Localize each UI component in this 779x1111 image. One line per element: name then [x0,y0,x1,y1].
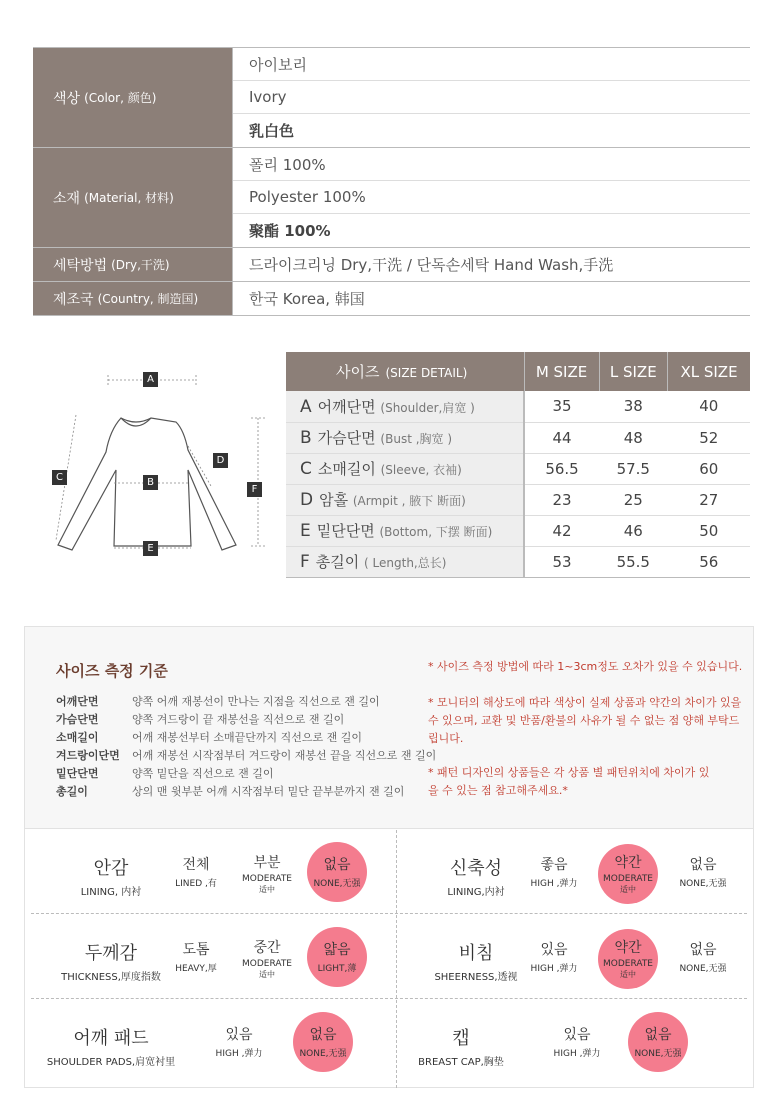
opt-ko: 좋음 [540,857,568,873]
opt-ko: 없음 [689,857,717,873]
size-value: 38 [599,391,667,422]
attr-breast-cap [381,1024,541,1068]
spec-label-en: (Dry,干洗) [111,258,170,272]
option-none [663,854,743,889]
opt-en: HIGH ,弹力 [530,964,578,974]
criteria-item [56,747,436,763]
measure-letter: C [300,459,312,479]
spec-label [33,148,233,247]
size-value: 35 [524,391,599,422]
spec-value: 폴리 100% [233,148,750,181]
opt-zh: 适中 [259,970,275,979]
attr-shoulder-pads [31,1024,191,1068]
note-text: * 모니터의 해상도에 따라 색상이 실제 상품과 약간의 차이가 있을 수 있으며, 교환 및 반품/환불의 사유가 될 수 없는 점 양해 부탁드립니다. [428,696,742,745]
opt-en: HEAVY,厚 [175,964,217,974]
opt-en: NONE,无强 [679,964,727,974]
diagram-label-a: A [143,372,158,387]
measure-label [286,422,524,453]
criteria-term: 겨드랑이단면 [56,749,120,762]
size-guide-panel [24,626,754,1088]
criteria-term: 밑단단면 [56,767,99,780]
spec-value: 드라이크리닝 Dry,干洗 / 단독손세탁 Hand Wash,手洗 [249,256,614,274]
attribute-row [31,915,747,999]
opt-en: HIGH ,弹力 [215,1049,263,1059]
opt-en: HIGH ,弹力 [530,879,578,889]
table-row [286,422,750,453]
diagram-label-c: C [52,470,67,485]
option-high [514,854,594,889]
opt-en: HIGH ,弹力 [553,1049,601,1059]
size-value: 46 [599,515,667,546]
option-lined [156,854,236,889]
criteria-desc: 어깨 재봉선부터 소매끝단까지 직선으로 잰 길이 [132,731,363,744]
option-high [537,1024,617,1059]
opt-zh: 适中 [620,885,636,894]
spec-row-wash [33,248,750,282]
spec-label-ko: 세탁방법 [53,257,108,274]
measure-en: (Bust ,胸宽 ) [380,432,453,446]
garment-measurement-diagram [36,360,276,570]
criteria-item [56,693,380,709]
opt-ko: 없음 [309,1027,337,1043]
size-col-l: L SIZE [599,352,667,391]
size-value: 40 [668,391,750,422]
measure-letter: F [300,552,310,572]
guide-title: 사이즈 측정 기준 [56,662,168,680]
size-title-en: (SIZE DETAIL) [385,366,468,380]
criteria-term: 총길이 [56,785,88,798]
size-value: 23 [524,484,599,515]
attr-name: 신축성 [449,858,503,879]
opt-ko: 전체 [182,857,210,873]
measure-en: (Sleeve, 衣袖) [380,463,462,477]
table-row [286,453,750,484]
attr-name-en: SHEERNESS,透视 [434,972,518,983]
opt-en: NONE,无强 [299,1049,347,1059]
opt-ko: 약간 [614,855,642,871]
size-table-header [286,352,750,391]
size-value: 57.5 [599,453,667,484]
size-value: 55.5 [599,546,667,577]
criteria-item [56,711,344,727]
opt-en: NONE,无强 [679,879,727,889]
option-high [514,939,594,974]
opt-en: MODERATE [242,959,292,969]
measure-letter: E [300,521,311,541]
opt-en: NONE,无强 [634,1049,682,1059]
spec-label-en: (Material, 材料) [84,191,174,205]
criteria-desc: 양쪽 밑단을 직선으로 잰 길이 [132,767,274,780]
opt-ko: 있음 [225,1027,253,1043]
option-none [663,939,743,974]
size-col-xl: XL SIZE [668,352,750,391]
measure-label [286,515,524,546]
opt-ko: 얇음 [323,942,351,958]
measure-ko: 암홀 [319,491,349,509]
attr-name-en: LINING, 内衬 [80,887,142,898]
spec-label-ko: 소재 [53,190,81,207]
criteria-term: 가슴단면 [56,713,99,726]
option-none-selected [297,854,377,889]
sweater-outline-icon [36,360,276,570]
diagram-label-f: F [247,482,262,497]
size-table-title [286,352,524,391]
spec-row-color [33,48,750,148]
attr-name: 두께감 [84,943,138,964]
criteria-desc: 양쪽 어깨 재봉선이 만나는 지점을 직선으로 잰 길이 [132,695,380,708]
table-row [286,546,750,577]
spec-label [33,282,233,315]
measurement-criteria-section [25,627,753,829]
attr-name-en: BREAST CAP,胸垫 [418,1057,504,1068]
measure-ko: 밑단단면 [316,522,375,540]
size-value: 44 [524,422,599,453]
option-moderate-selected [588,937,668,980]
attr-name-en: LINING,内衬 [447,887,505,898]
criteria-item [56,765,274,781]
criteria-desc: 어깨 재봉선 시작점부터 겨드랑이 재봉선 끝을 직선으로 잰 길이 [132,749,437,762]
opt-ko: 있음 [563,1027,591,1043]
attr-name: 안감 [93,858,129,879]
diagram-label-b: B [143,475,158,490]
table-row [286,515,750,546]
measure-letter: A [300,396,312,417]
size-value: 56 [668,546,750,577]
size-value: 56.5 [524,453,599,484]
measure-ko: 가슴단면 [317,429,376,447]
opt-ko: 있음 [540,942,568,958]
measure-label [286,391,524,422]
criteria-term: 어깨단면 [56,695,99,708]
attr-name-en: THICKNESS,厚度指数 [61,972,161,983]
option-high [199,1024,279,1059]
measure-label [286,546,524,577]
opt-ko: 없음 [689,942,717,958]
option-none-selected [283,1024,363,1059]
product-spec-table [33,47,750,316]
opt-en: LINED ,有 [175,879,217,889]
diagram-label-d: D [213,453,228,468]
criteria-desc: 상의 맨 윗부분 어깨 시작점부터 밑단 끝부분까지 잰 길이 [132,785,405,798]
opt-ko: 없음 [644,1027,672,1043]
criteria-item [56,729,362,745]
opt-ko: 부분 [253,855,281,871]
spec-value: Ivory [233,81,750,114]
size-value: 50 [668,515,750,546]
measure-ko: 어깨단면 [317,397,376,416]
attr-name: 캡 [452,1028,470,1049]
opt-ko: 약간 [614,940,642,956]
opt-zh: 适中 [259,885,275,894]
spec-row-material [33,148,750,248]
opt-en: MODERATE [242,874,292,884]
opt-en: NONE,无强 [313,879,361,889]
attr-name: 비침 [458,943,494,964]
table-row [286,391,750,422]
criteria-item [56,783,404,799]
size-value: 25 [599,484,667,515]
attr-name: 어깨 패드 [73,1028,149,1049]
opt-en: MODERATE [603,874,653,884]
spec-label-en: (Color, 颜色) [84,91,157,105]
criteria-term: 소매길이 [56,731,99,744]
opt-ko: 중간 [253,940,281,956]
spec-label-ko: 제조국 [53,291,94,308]
size-value: 42 [524,515,599,546]
size-value: 60 [668,453,750,484]
spec-label [33,248,233,281]
size-col-m: M SIZE [524,352,599,391]
measure-label [286,453,524,484]
measure-letter: B [300,428,312,448]
size-detail-table [286,352,750,578]
spec-row-country [33,282,750,316]
opt-ko: 없음 [323,857,351,873]
spec-label-en: (Country, 制造国) [97,292,199,306]
size-value: 27 [668,484,750,515]
attribute-row [31,1000,747,1084]
size-value: 52 [668,422,750,453]
measure-en: (Shoulder,肩宽 ) [380,400,475,415]
measure-ko: 소매길이 [317,460,376,478]
criteria-desc: 양쪽 겨드랑이 끝 재봉선을 직선으로 잰 길이 [132,713,345,726]
spec-value: 聚酯 100% [249,222,331,240]
option-light-selected [297,939,377,974]
measure-en: (Armpit , 腋下 断面) [352,494,466,508]
opt-en: LIGHT,薄 [317,964,357,974]
spec-label [33,48,233,147]
option-heavy [156,939,236,974]
option-none-selected [618,1024,698,1059]
opt-en: MODERATE [603,959,653,969]
opt-ko: 도톰 [182,942,210,958]
spec-value: 乳白色 [249,122,295,140]
spec-value: 한국 Korea, 韩国 [249,290,365,308]
note-text: * 패턴 디자인의 상품들은 각 상품 별 패턴위치에 차이가 있을 수 있는 점 참고해주세요.* [428,766,710,797]
option-moderate-selected [588,852,668,895]
measure-label [286,484,524,515]
measure-ko: 총길이 [315,553,360,571]
option-moderate [227,852,307,895]
spec-value: 아이보리 [233,48,750,81]
measure-en: (Bottom, 下摆 断面) [379,525,493,539]
size-title-ko: 사이즈 [336,363,380,381]
size-value: 53 [524,546,599,577]
spec-value: Polyester 100% [233,181,750,214]
diagram-label-e: E [143,541,158,556]
spec-label-ko: 색상 [53,90,81,107]
table-row [286,484,750,515]
note-text: * 사이즈 측정 방법에 따라 1~3cm정도 오차가 있을 수 있습니다. [428,660,743,673]
size-value: 48 [599,422,667,453]
measure-en: ( Length,总长) [364,556,447,570]
measure-letter: D [300,490,314,510]
attr-name-en: SHOULDER PADS,肩宽衬里 [46,1057,176,1068]
option-moderate [227,937,307,980]
opt-zh: 适中 [620,970,636,979]
attribute-row [31,830,747,914]
